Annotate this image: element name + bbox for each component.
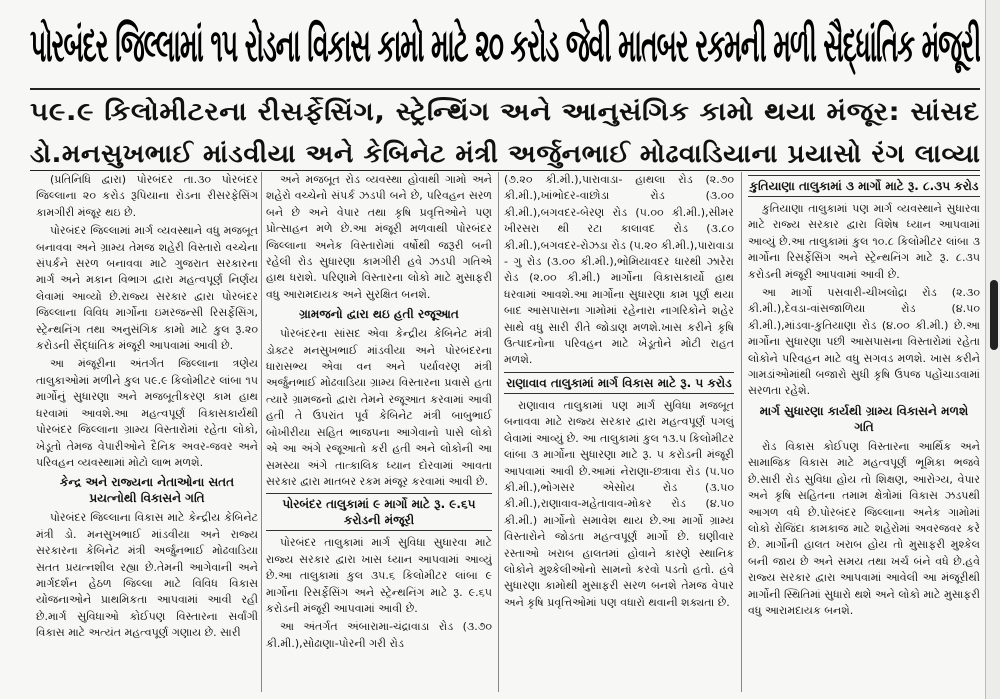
- article-paragraph: (પ્રતિનિધિ દ્વારા) પોરબંદર તા.૩૦ પોરબંદર જિલ્લાના ૨૦ કરોડ રૂપિયાના રોડના રીસરફેસિંગ કામગીરી મંજૂર થઇ છે.: [36, 173, 258, 219]
- article-paragraph: પોરબંદર જિલ્લાના વિકાસ માટે કેન્દ્રીય કેબિનેટ મંત્રી ડો. મનસુખભાઈ માંડવીયા અને રાજ્ય સરકારના કેબિનેટ મંત્રી અર્જુનભાઈ મોઢવાડિયા સતત પ્રયત્નશીલ રહ્યા છે.તેમની આગેવાની અને માર્ગદર્શન હેઠળ જિલ્લા માટે વિવિધ વિકાસ યોજનાઓને પ્રાથમિકતા આપવામાં આવી રહી છે.માર્ગ સુવિધાઓ કોઈપણ વિસ્તારના સર્વાંગી વિકાસ માટે અત્યંત મહત્વપૂર્ણ ગણાય છે. સારી: [36, 511, 258, 640]
- article-paragraph: કુતિયાણા તાલુકામાં પણ માર્ગ વ્યવસ્થાને સુધારવા માટે રાજ્ય સરકાર દ્વારા વિશેષ ધ્યાન આપવામાં આવ્યું છે.આ તાલુકામાં કુલ ૧૦.૮ કિલોમીટર લાંબા ૩ માર્ગોના રિસર્ફેસિંગ અને સ્ટ્રેન્થનિંગ માટે રૂ. ૮.૩૫ કરોડની મંજૂરી આપવામાં આવી છે.: [748, 202, 980, 281]
- article-paragraph: અને મજબૂત રોડ વ્યવસ્થા હોવાથી ગામો અને શહેરો વચ્ચેનો સંપર્ક ઝડપી બને છે, પરિવહન સરળ બને છે અને વેપાર તથા કૃષિ પ્રવૃત્તિઓને પણ પ્રોત્સાહન મળે છે.આ મંજૂરી મળવાથી પોરબંદર જિલ્લાના અનેક વિસ્તારોમાં વર્ષોથી જરૂરી બની રહેલી રોડ સુધારણા કામગીરી હવે ઝડપી ગતિએ હાથ ધરાશે. પરિણામે વિસ્તારના લોકો માટે મુસાફરી વધુ આરામદાયક અને સુરક્ષિત બનશે.: [266, 173, 492, 301]
- column-separator: [498, 172, 499, 692]
- headline-divider: [30, 88, 980, 90]
- headline: પોરબંદર જિલ્લામાં ૧૫ રોડના વિકાસ કામો માટે ૨૦ કરોડ જેવી માતબર રકમની મળી સૈદ્ધાંતિક મંજૂરી: [30, 18, 980, 72]
- column-separator: [261, 172, 262, 692]
- article-column-4: [748, 172, 980, 692]
- article-column-2: [266, 172, 492, 692]
- section-subtitle: પોરબંદર તાલુકામાં ૯ માર્ગો માટે રૂ. ૯.૬૫ કરોડની મંજૂરી: [266, 493, 492, 531]
- article-paragraph: રાણાવાવ તાલુકામાં પણ માર્ગ સુવિધા મજબૂત બનાવવા માટે રાજ્ય સરકાર દ્વારા મહત્વપૂર્ણ પગલું લેવામાં આવ્યું છે. આ તાલુકામાં કુલ ૧૩.૫ કિલોમીટર લાંબા ૩ માર્ગોના સુધારણા માટે રૂ. ૫ કરોડની મંજૂરી આપવામાં આવી છે.આમાં નેરાણા-છત્રાવા રોડ (૫.૫૦ કી.મી.),ભોગસર એસોય રોડ (૩.૫૦ કી.મી.),રાણાવાવ-મહેતાવાવ-મોકર રોડ (૪.૫૦ કી.મી.) માર્ગોનો સમાવેશ થાય છે.આ માર્ગો ગ્રામ્ય વિસ્તારોને જોડતા મહત્વપૂર્ણ માર્ગો છે. ઘણીવાર રસ્તાઓ ખરાબ હાલતમાં હોવાને કારણે સ્થાનિક લોકોને મુશ્કેલીઓનો સામનો કરવો પડતો હતો. હવે સુધારણા કામોથી મુસાફરી સરળ બનશે તેમજ વેપાર અને કૃષિ પ્રવૃત્તિઓમાં પણ વધારો થવાની શક્યતા છે.: [504, 398, 734, 609]
- subheadline-1: ૫૯.૯ કિલોમીટરના રીસર્ફેસિંગ, સ્ટ્રેન્થિંગ અને આનુસંગિક કામો થયા મંજૂર: સાંસદ: [30, 97, 980, 126]
- subheadline-2: ડો.મનસુખભાઈ માંડવીયા અને કેબિનેટ મંત્રી અર્જુનભાઈ મોઢવાડિયાના પ્રયાસો રંગ લાવ્યા: [30, 139, 980, 168]
- subhead-divider: [30, 170, 980, 171]
- article-paragraph: આ મંજૂરીના અંતર્ગત જિલ્લાના ત્રણેય તાલુકાઓમાં મળીને કુલ ૫૯.૯ કિલોમીટર લાંબા ૧૫ માર્ગોનું સુધારણા અને મજબૂતીકરણ કામ હાથ ધરવામાં આવશે.આ મહત્વપૂર્ણ વિકાસકાર્યથી પોરબંદર જિલ્લાના ગ્રામ્ય વિસ્તારોમાં રહેતા લોકો, ખેડૂતો તેમજ વેપારીઓને દૈનિક અવર-જવર અને પરિવહન વ્યવસ્થામાં મોટો લાભ મળશે.: [36, 357, 258, 469]
- article-paragraph: પોરબંદર જિલ્લામાં માર્ગ વ્યવસ્થાને વધુ મજબૂત બનાવવા અને ગ્રામ્ય તેમજ શહેરી વિસ્તારો વચ્ચેના સંપર્કને સરળ બનાવવા માટે ગુજરાત સરકારના માર્ગ અને મકાન વિભાગ દ્વારા મહત્વપૂર્ણ નિર્ણય લેવામાં આવ્યો છે.રાજ્ય સરકાર દ્વારા પોરબંદર જિલ્લાના વિવિધ માર્ગોના ઇમરજન્સી રિસર્ફેસિંગ, સ્ટ્રેન્થનિંગ તથા અનુસંગિક કામો માટે કુલ રૂ.૨૦ કરોડની સૈદ્ધાંતિક મંજૂરી આપવામાં આવી છે.: [36, 224, 258, 353]
- adjacent-page-edge: [985, 0, 1000, 699]
- adjacent-page-mark: [990, 280, 998, 350]
- article-paragraph: પોરબંદરના સાંસદ એવા કેન્દ્રીય કેબિનેટ મંત્રી ડોક્ટર મનસુખભાઈ માંડવીયા અને પોરબંદરના ધારાસભ્ય એવા વન અને પર્યાવરણ મંત્રી અર્જુનભાઈ મોઢવાડિયા ગ્રામ્ય વિસ્તારના પ્રવાસે હતા ત્યારે ગ્રામજનો દ્વારા તેમને રજૂઆત કરવામાં આવી હતી તે ઉપરાંત પૂર્વ કેબિનેટ મંત્રી બાબુભાઈ બોખીરીયા સહિત ભાજપના આગેવાનો પાસે લોકો એ આ અંગે રજૂઆતો કરી હતી અને લોકોની આ સમસ્યા અંગે તાત્કાલિક ધ્યાન દોરવામાં આવતા સરકાર દ્વારા માતબર રકમ મંજૂર કરવામાં આવી છે.: [266, 327, 492, 488]
- article-paragraph: આ માર્ગો પસવારી-ચીખલોદ્રા રોડ (૨.૩૦ કી.મી.),દેવડા-વાંસજાળિયા રોડ (૪.૫૦ કી.મી.),માંડવા-કુતિયાણા રોડ (૪.૦૦ કી.મી.) છે.આ માર્ગોના સુધારણા પછી આસપાસના વિસ્તારોમાં રહેતા લોકોને પરિવહન માટે વધુ સગવડ મળશે. ખાસ કરીને ગામડાંઓમાંથી બજારો સુધી કૃષિ ઉપજ પહોંચાડવામાં સરળતા રહેશે.: [748, 286, 980, 398]
- article-paragraph: રોડ વિકાસ કોઈપણ વિસ્તારના આર્થિક અને સામાજિક વિકાસ માટે મહત્વપૂર્ણ ભૂમિકા ભજવે છે.સારી રોડ સુવિધા હોય તો શિક્ષણ, આરોગ્ય, વેપાર અને કૃષિ સહિતના તમામ ક્ષેત્રોમાં વિકાસ ઝડપથી આગળ વધે છે.પોરબંદર જિલ્લાના અનેક ગામોમાં લોકો રોજિંદા કામકાજ માટે શહેરોમાં અવરજવર કરે છે. માર્ગોની હાલત ખરાબ હોય તો મુસાફરી મુશ્કેલ બની જાય છે અને સમય તથા ખર્ચ બંને વધે છે.હવે રાજ્ય સરકાર દ્વારા આપવામાં આવેલી આ મંજૂરીથી માર્ગોની સ્થિતિમાં સુધારો થશે અને લોકો માટે મુસાફરી વધુ આરામદાયક બનશે.: [748, 439, 980, 617]
- article-paragraph: (૭.૨૦ કી.મી.),પારાવાડા- હાથલા રોડ (૨.૭૦ કી.મી.),ખાંભોદર-વાછોડા રોડ (૩.૦૦ કી.મી.),બગવદર-બેરણ રોડ (૫.૦૦ કી.મી.),સીમર ખીરસરા થી રટા કાલાવદ રોડ (૩.૮૦ કી.મી.),બગવદર-રોઝડા રોડ (૫.૨૦ કી.મી.),પારાવાડા - ગુ રોડ (૩.૦૦ કી.મી.),ભોમિયાવદર ધારથી ઝારેરા રોડ (૨.૦૦ કી.મી.) માર્ગોના વિકાસકાર્યો હાથ ધરવામાં આવશે.આ માર્ગોના સુધારણા કામ પૂર્ણ થયા બાદ આસપાસના ગામોમાં રહેનારા નાગરિકોને શહેર સાથે વધુ સારી રીતે જોડાણ મળશે.ખાસ કરીને કૃષિ ઉત્પાદનોના પરિવહન માટે ખેડૂતોને મોટી રાહત મળશે.: [504, 173, 734, 367]
- section-subtitle: કુતિયાણા તાલુકામાં ૩ માર્ગો માટે રૂ. ૮.૩૫ કરોડ: [748, 175, 980, 197]
- article-column-3: [504, 172, 734, 692]
- section-subtitle: માર્ગ સુધારણા કાર્યથી ગ્રામ્ય વિકાસને મળશે ગતિ: [759, 403, 969, 434]
- article-paragraph: પોરબંદર તાલુકામાં માર્ગ સુવિધા સુધારવા માટે રાજ્ય સરકાર દ્વારા ખાસ ધ્યાન આપવામાં આવ્યું છે.આ તાલુકામાં કુલ ૩૫.૬ કિલોમીટર લાંબા ૯ માર્ગોના રિસર્ફેસિંગ અને સ્ટ્રેન્થનિંગ માટે રૂ. ૯.૬૫ કરોડની મંજૂરી આપવામાં આવી છે.: [266, 536, 492, 615]
- section-subtitle: કેન્દ્ર અને રાજ્યના નેતાઓના સતત પ્રયત્નોથી વિકાસને ગતિ: [59, 475, 235, 506]
- section-subtitle: રાણાવાવ તાલુકામાં માર્ગ વિકાસ માટે રૂ. ૫ કરોડ: [504, 372, 734, 394]
- column-separator: [741, 172, 742, 692]
- section-subtitle: ગ્રામજનો દ્વારા થઇ હતી રજૂઆત: [299, 307, 459, 322]
- article-column-1: [36, 172, 258, 692]
- article-paragraph: આ અંતર્ગત અંબારામા-ચંદ્રાવાડા રોડ (૩.૭૦ કી.મી.),સોઢાણા-પોરની ગરી રોડ: [266, 620, 492, 650]
